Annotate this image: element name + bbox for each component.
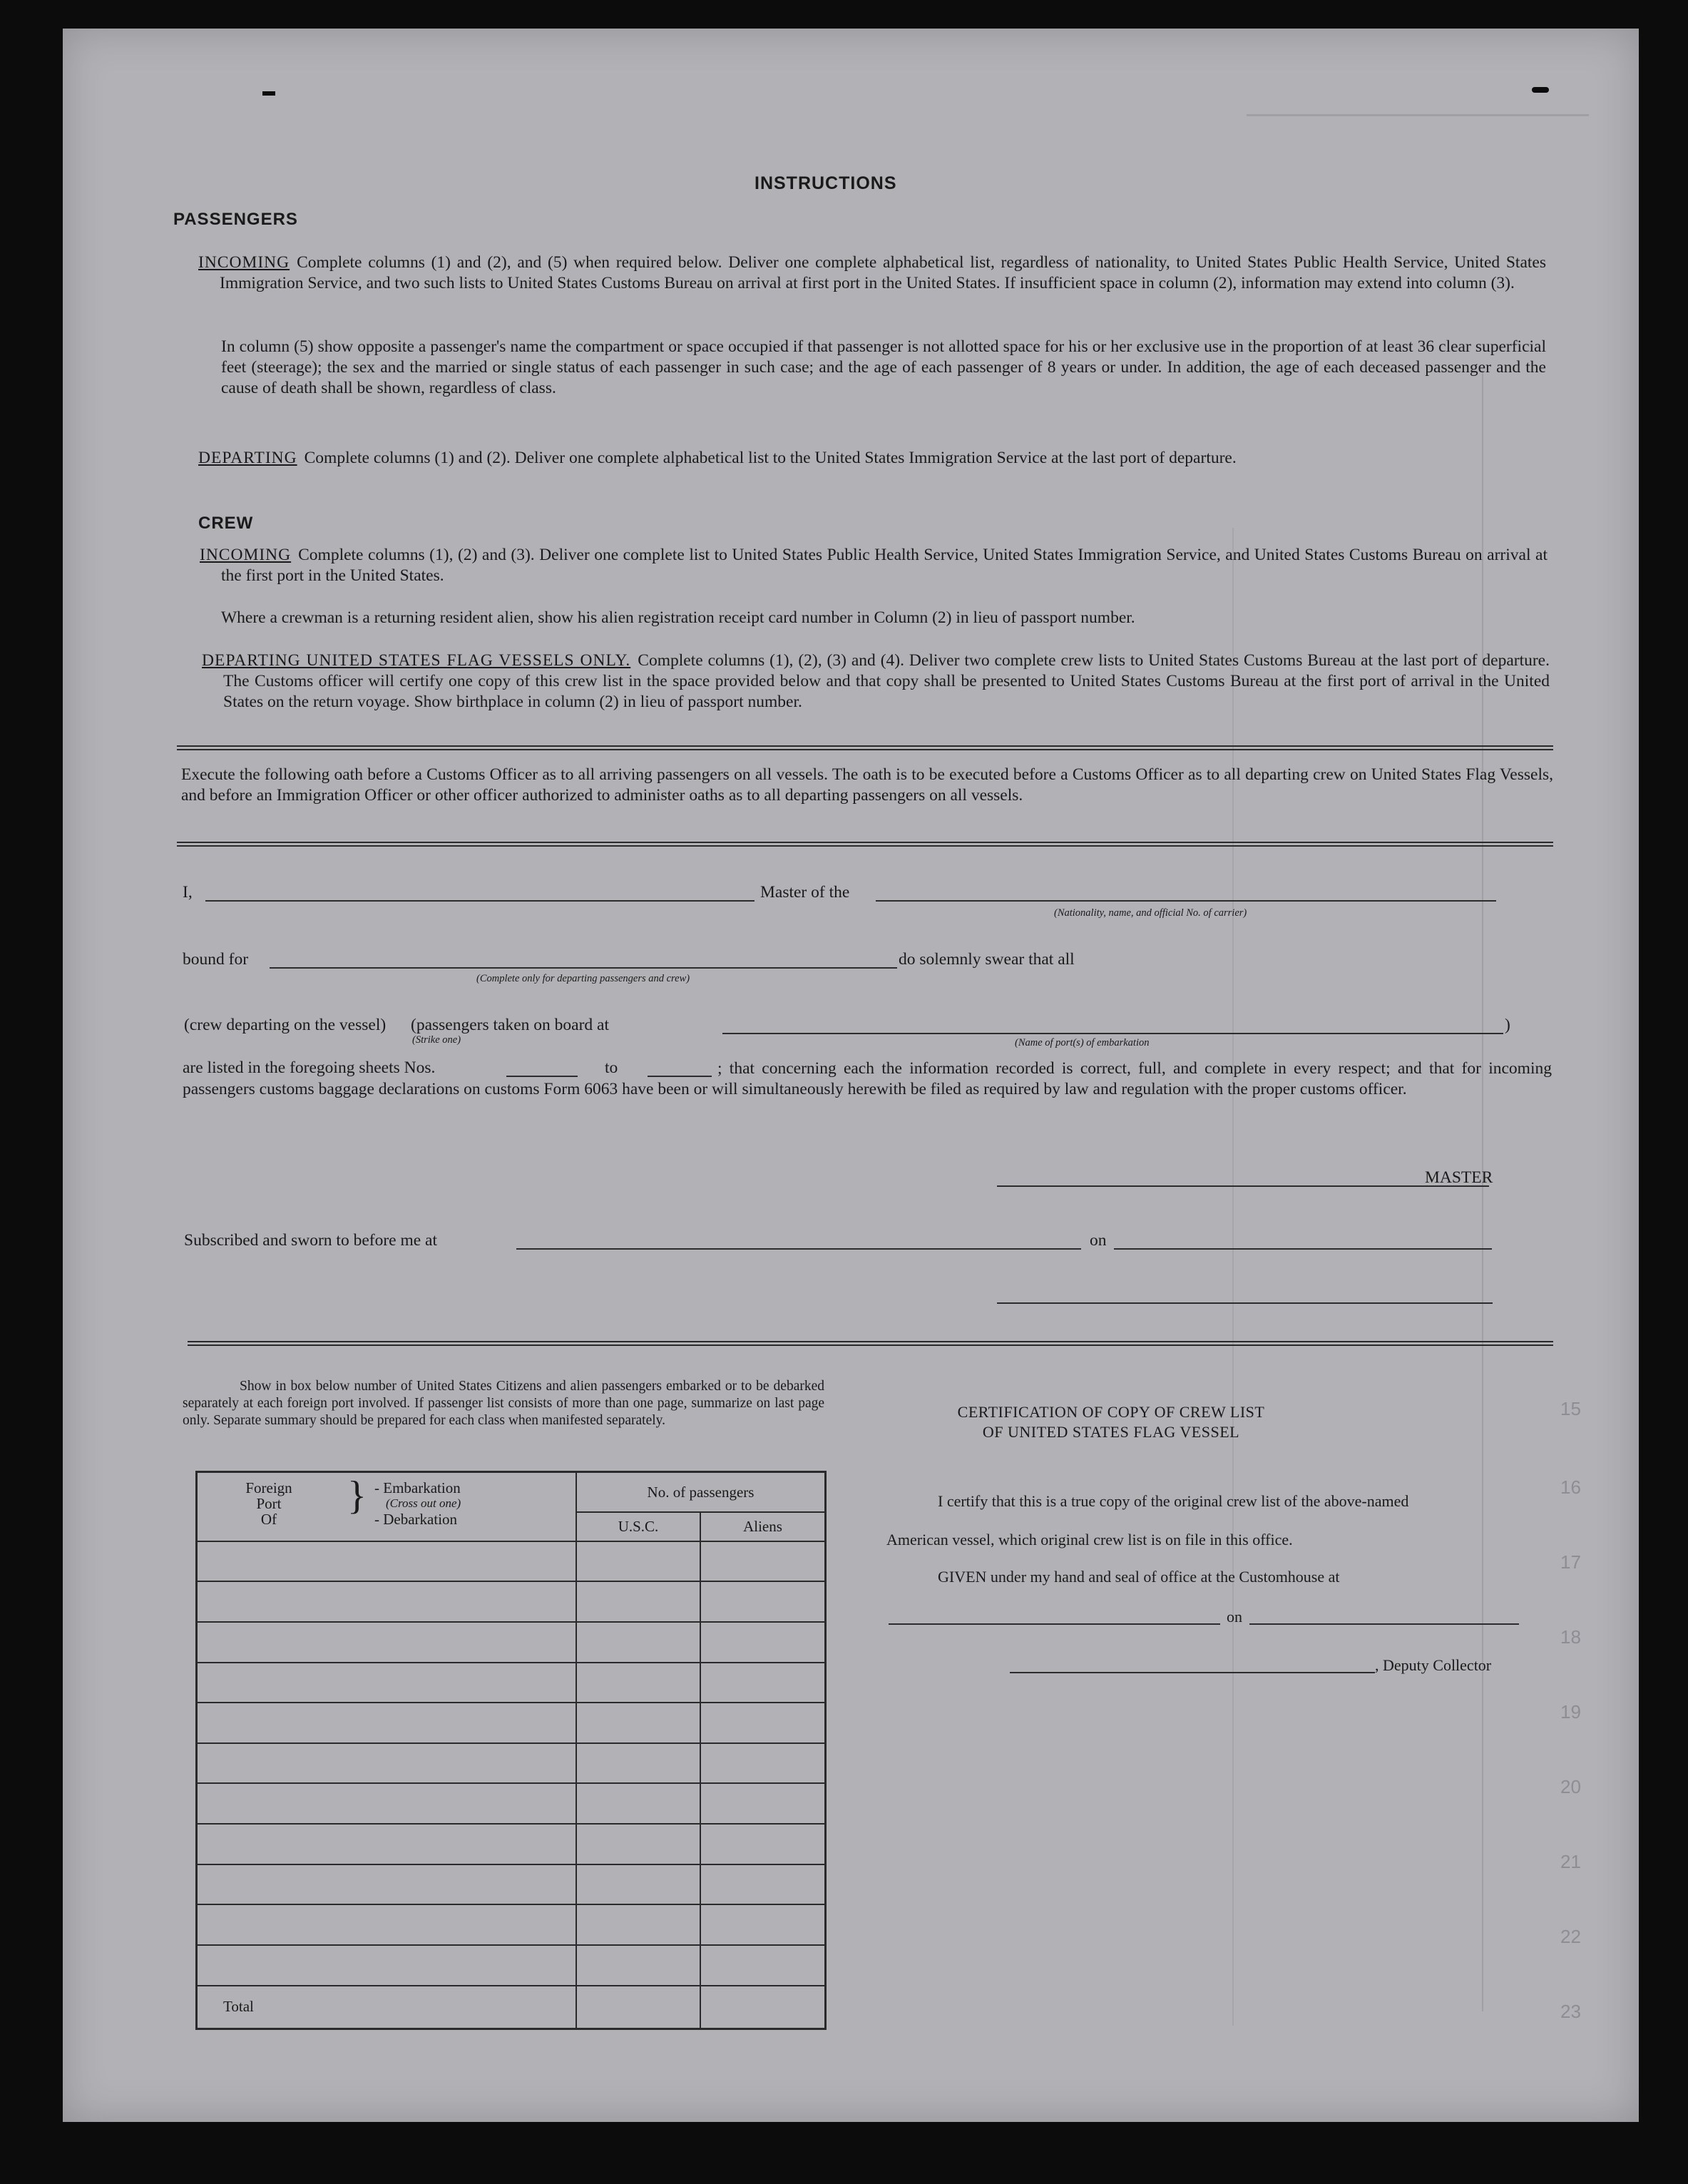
divider-double-3 [188,1341,1553,1346]
certification-heading [933,1402,1289,1442]
embarkation-label: - Embarkation [374,1479,461,1496]
table-row[interactable] [197,1663,826,1703]
ports-of-embarkation-line[interactable] [722,1033,1503,1034]
passenger-summary-table [195,1471,827,2030]
passengers-departing-lead: DEPARTING [198,449,297,467]
subscribed-on-label: on [1090,1231,1107,1250]
customhouse-place-line[interactable] [889,1623,1220,1625]
vessel-name-line[interactable] [876,900,1496,902]
master-name-line[interactable] [205,900,755,902]
passengers-incoming-lead: INCOMING [198,253,290,272]
table-row[interactable] [197,1581,826,1622]
certify-line1: I certify that this is a true copy of the original crew list of the above-named [938,1492,1409,1510]
nationality-caption: (Nationality, name, and official No. of carrier) [1054,907,1247,919]
table-row[interactable] [197,1703,826,1743]
table-row[interactable] [197,1783,826,1824]
subscribed-place-line[interactable] [516,1248,1081,1250]
table-row[interactable] [197,1622,826,1663]
table-row[interactable] [197,1904,826,1945]
port-label: Port [256,1495,282,1512]
listed-in-label: are listed in the foregoing sheets Nos. [183,1058,436,1077]
usc-header: U.S.C. [576,1512,700,1541]
scan-speck [1532,87,1549,93]
oath-intro: Execute the following oath before a Customs Officer as to all arriving passengers on all vessels. The oath is to be executed before a Customs Officer as to all departing crew on United States Flag Vessels, and before an Immigration Officer or other officer authorized to administer oaths as to all departing passengers on all vessels. [181,765,1553,805]
passengers-heading: PASSENGERS [173,210,298,229]
passengers-col5-paragraph: In column (5) show opposite a passenger's name the compartment or space occupied if that passenger is not allotted space for his or her exclusive use in the proportion of at least 36 clear superficial feet (steerage); the sex and the married or single status of each passenger in such case; and the age of each passenger of 8 years or under. In addition, the age of each deceased passenger and the cause of death shall be shown, regardless of class. [221,337,1546,397]
bleed-row-number: 19 [1560,1701,1581,1723]
instructions-title: INSTRUCTIONS [755,173,897,193]
passengers-incoming-text: Complete columns (1) and (2), and (5) when required below. Deliver one complete alphabetical list, regardless of nationality, to United States Public Health Service, United States Immigration Service, and two such lists to United States Customs Bureau on arrival at first port in the United States. If insufficient space in column (2), information may extend into column (3). [220,253,1546,292]
brace-icon: } [347,1474,367,1518]
crew-incoming-paragraph [200,545,1548,586]
solemnly-swear-label: do solemnly swear that all [899,950,1075,969]
crew-departing-option: (crew departing on the vessel) [184,1016,387,1034]
passengers-taken-option: (passengers taken on board at [411,1016,609,1034]
foreign-label: Foreign [245,1479,292,1496]
divider-double-2 [177,842,1553,847]
officer-signature-line[interactable] [997,1302,1493,1304]
master-label: MASTER [1425,1168,1493,1187]
crew-incoming-lead: INCOMING [200,546,292,564]
no-of-passengers-header: No. of passengers [576,1472,826,1513]
debarkation-label: - Debarkation [374,1511,458,1528]
bleed-row-number: 23 [1560,2001,1581,2022]
passengers-departing-text: Complete columns (1) and (2). Deliver one complete alphabetical list to the United States Immigration Service at the last port of departure. [304,449,1237,467]
deputy-collector-signature-line[interactable] [1010,1672,1375,1673]
concerning-text [183,1058,1552,1100]
passengers-departing-paragraph [198,448,1546,469]
total-row[interactable] [197,1986,826,2029]
bleed-through-column-2 [1232,528,1234,2026]
certification-date-line[interactable] [1249,1623,1519,1625]
table-row[interactable] [197,1945,826,1986]
crew-departing-lead: DEPARTING UNITED STATES FLAG VESSELS ONLY. [202,651,631,670]
master-of-the-label: Master of the [760,883,850,902]
oath-i-label: I, [183,883,193,902]
table-row[interactable] [197,1824,826,1864]
subscribed-label: Subscribed and sworn to before me at [184,1231,438,1250]
divider-double-1 [177,745,1553,750]
ports-caption: (Name of port(s) of embarkation [1015,1037,1150,1048]
crew-incoming-text: Complete columns (1), (2) and (3). Deliver one complete list to United States Public Health Service, United States Immigration Service, and United States Customs Bureau on arrival at the first port in the United States. [221,546,1548,585]
aliens-header: Aliens [700,1512,826,1541]
bleed-row-number: 15 [1560,1398,1581,1419]
bleed-row-number: 17 [1560,1551,1581,1573]
bleed-row-number: 20 [1560,1776,1581,1797]
bleed-row-number: 22 [1560,1926,1581,1947]
table-row[interactable] [197,1541,826,1582]
table-row[interactable] [197,1743,826,1784]
of-label: Of [260,1511,277,1528]
bound-for-line[interactable] [270,967,897,969]
scan-speck [262,91,275,96]
crew-heading: CREW [198,514,254,533]
bleed-row-number: 16 [1560,1476,1581,1498]
certify-line2: American vessel, which original crew list is on file in this office. [886,1531,1293,1548]
crew-resident-paragraph: Where a crewman is a returning resident alien, show his alien registration receipt card number in Column (2) in lieu of passport number. [221,608,1135,627]
total-label: Total [197,1986,577,2029]
certification-heading-line1: CERTIFICATION OF COPY OF CREW LIST [957,1403,1265,1421]
cross-out-label: (Cross out one) [386,1496,461,1510]
bleed-row-number: 21 [1560,1851,1581,1872]
deputy-collector-label: , Deputy Collector [1375,1656,1492,1674]
bleed-row-number: 18 [1560,1626,1581,1648]
certification-heading-line2: OF UNITED STATES FLAG VESSEL [982,1423,1240,1441]
table-row[interactable] [197,1864,826,1905]
document-page [63,29,1639,2122]
crew-departing-text: Complete columns (1), (2), (3) and (4). Deliver two complete crew lists to United States Customs Bureau at the last port of departure. The Customs officer will certify one copy of this crew list in the space provided below and that copy shall be presented to United States Customs Bureau at the first port of arrival in the United States on the return voyage. Show birthplace in column (2) in lieu of passport number. [223,651,1550,711]
bleed-through-header [1247,114,1589,195]
ports-close-paren: ) [1505,1016,1510,1034]
summary-intro: Show in box below number of United States Citizens and alien passengers embarked or to be debarked separately at each foreign port involved. If passenger list consists of more than one page, summarize on last page only. Separate summary should be prepared for each class when manifested separately. [183,1379,824,1428]
bound-for-label: bound for [183,950,249,969]
given-line: GIVEN under my hand and seal of office at the Customhouse at [938,1568,1340,1586]
crew-departing-paragraph [202,650,1550,713]
passengers-incoming-paragraph [198,252,1546,294]
certification-on-label: on [1227,1608,1242,1626]
subscribed-date-line[interactable] [1114,1248,1492,1250]
to-label: to [605,1058,618,1077]
complete-only-caption: (Complete only for departing passengers and crew) [476,973,690,984]
master-signature-line[interactable] [997,1185,1489,1187]
concerning-text-body: ; that concerning each the information recorded is correct, full, and complete in every respect; and that for incoming passengers customs baggage declarations on customs Form 6063 have been or will simultaneously herewith be filed as required by law and regulation with the proper customs officer. [183,1059,1552,1098]
strike-one-caption: (Strike one) [412,1034,461,1046]
port-header-cell [197,1472,577,1541]
